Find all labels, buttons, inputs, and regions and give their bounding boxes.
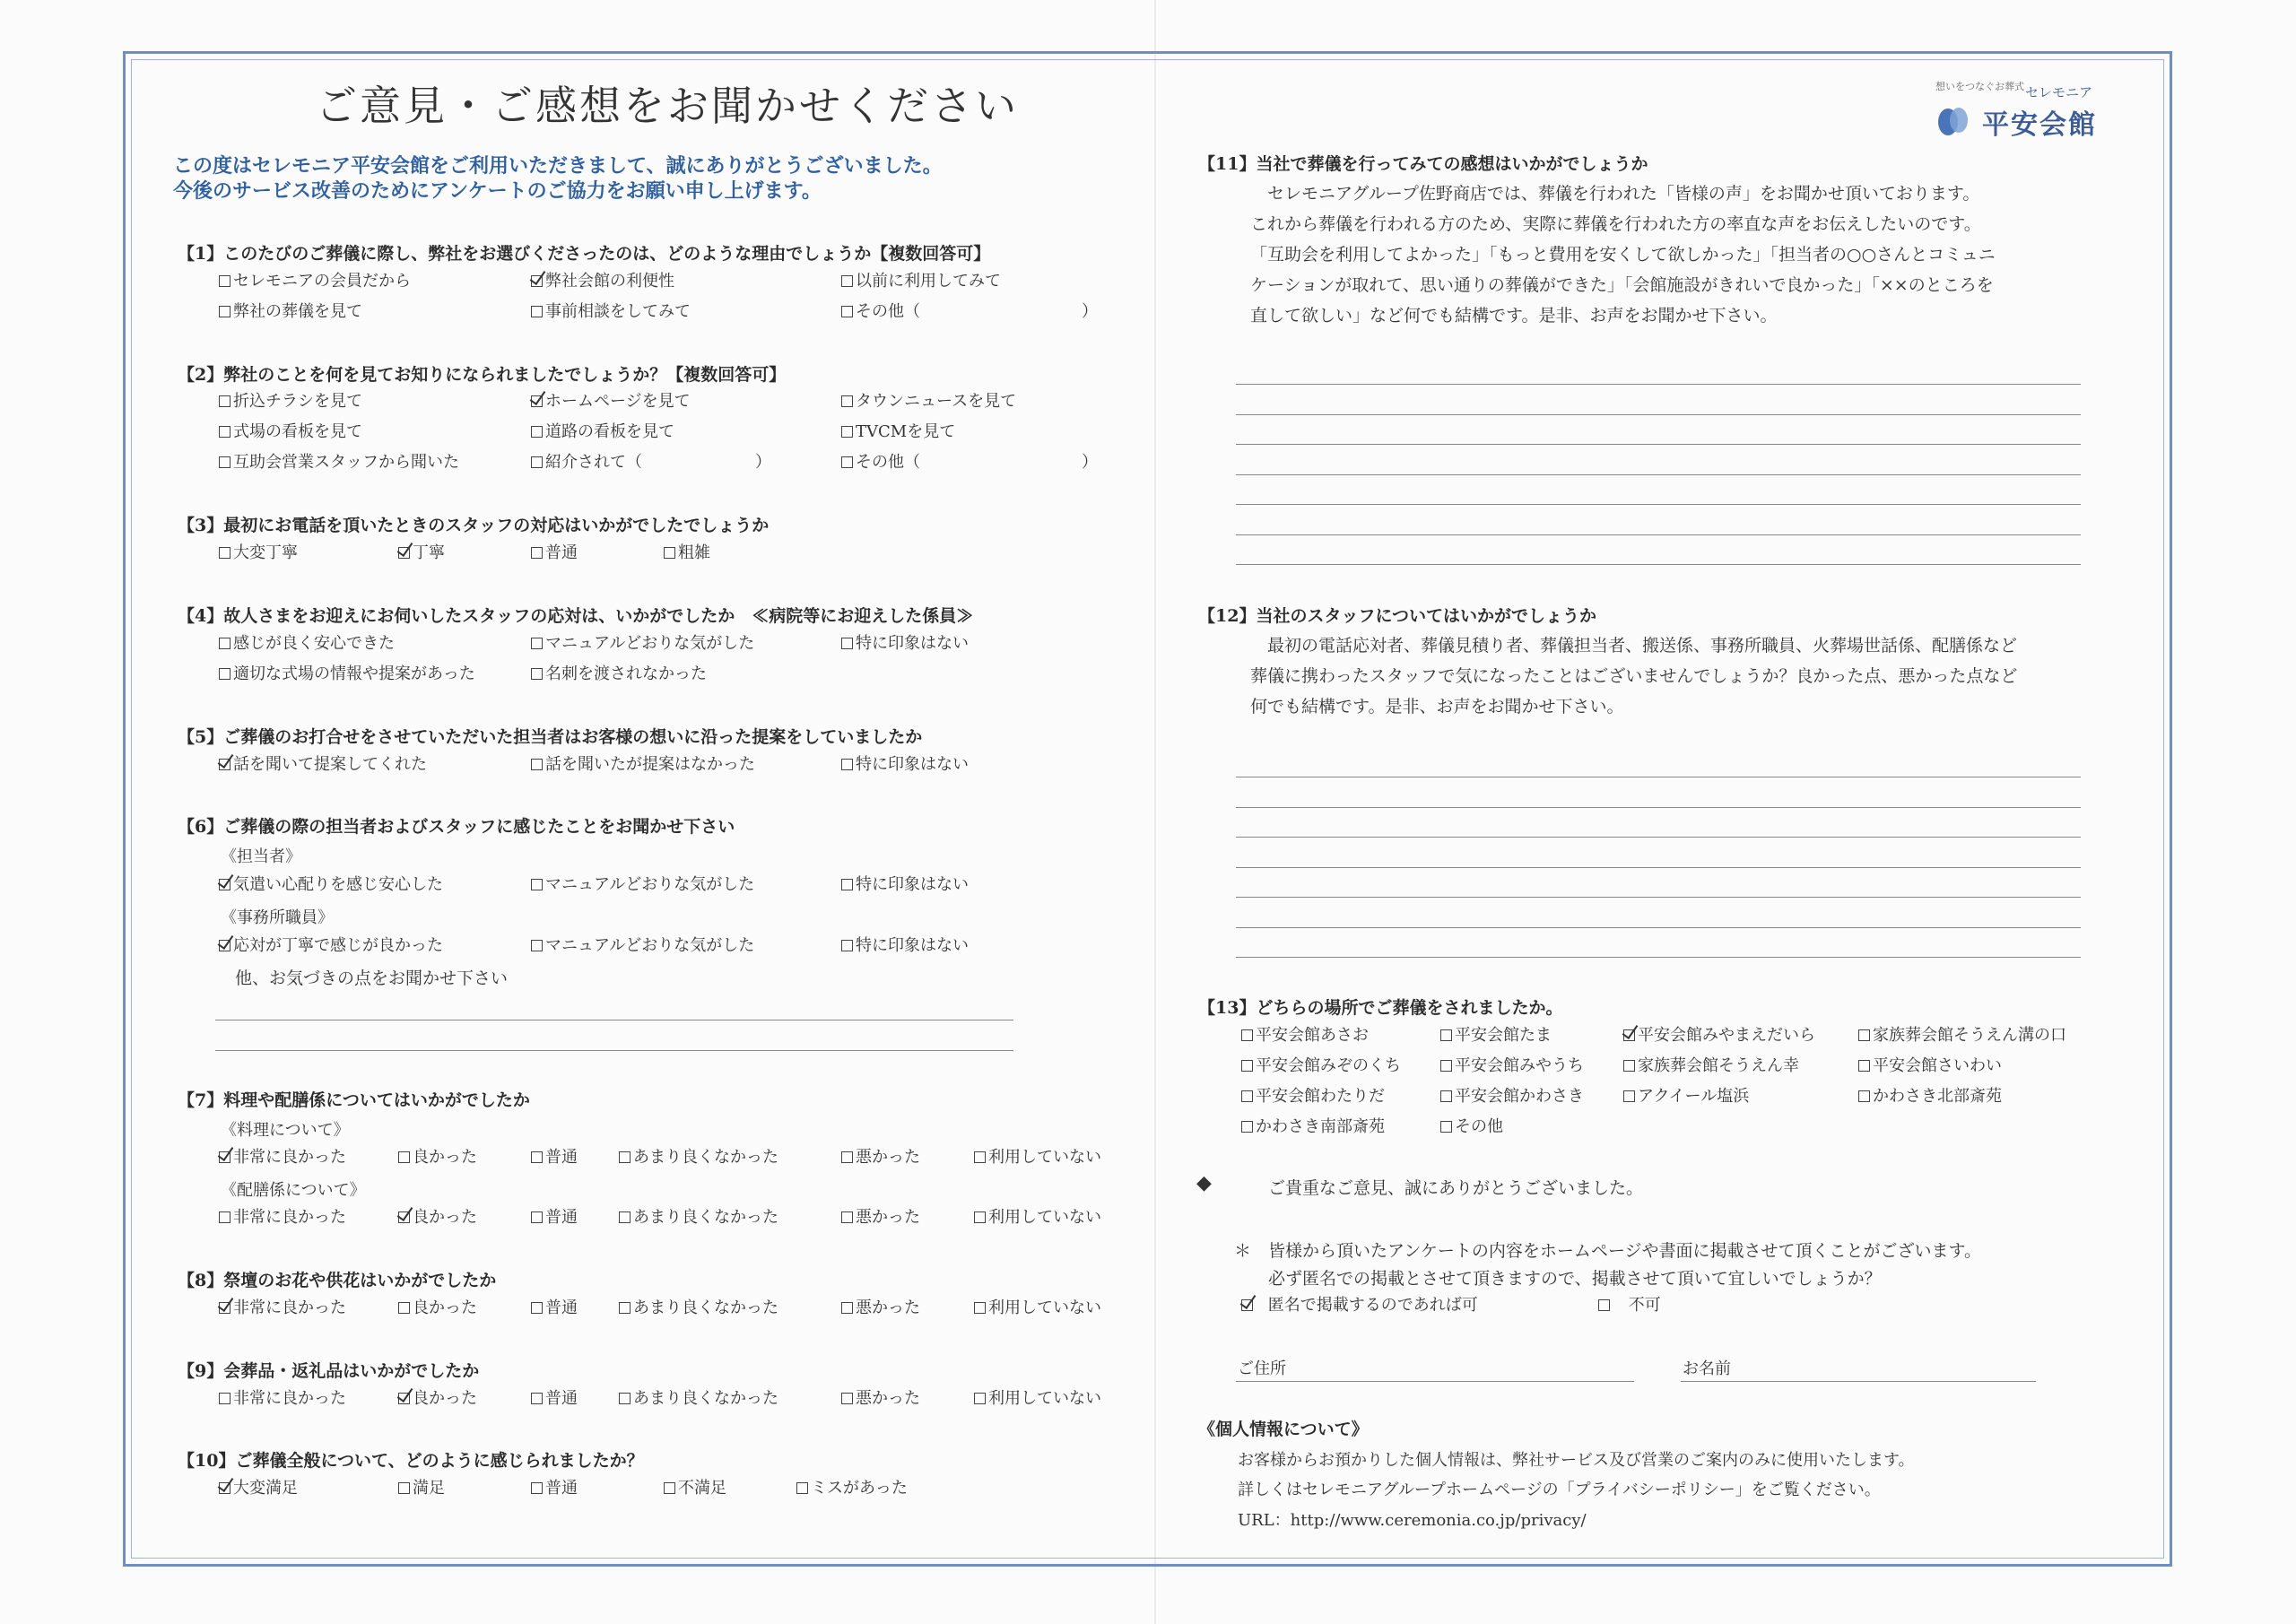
checkbox[interactable]	[619, 1211, 631, 1223]
checkbox[interactable]	[841, 940, 853, 951]
option-item[interactable]	[531, 754, 755, 776]
option-label: 特に印象はない	[856, 755, 969, 774]
option-label: 平安会館かわさき	[1455, 1087, 1584, 1106]
question-10: 【10】ご葬儀全般について、どのように感じられましたか？	[178, 1451, 644, 1471]
option-label: 折込チラシを見て	[233, 392, 362, 411]
checkbox[interactable]	[531, 275, 543, 287]
checkbox[interactable]	[841, 426, 853, 438]
checkbox[interactable]	[219, 1482, 230, 1494]
checkbox[interactable]	[531, 1151, 543, 1163]
option-item[interactable]	[974, 1388, 1101, 1410]
question-13: 【13】どちらの場所でご葬儀をされましたか。	[1198, 998, 1563, 1018]
option-label: 利用していない	[988, 1389, 1101, 1408]
logo-tagline: 想いをつなぐお葬式	[1935, 81, 2024, 92]
option-item[interactable]	[1241, 1116, 1385, 1138]
option-item[interactable]	[974, 1207, 1101, 1229]
option-label: アクイール塩浜	[1638, 1087, 1750, 1106]
page-title: ご意見・ご感想をお聞かせください	[316, 82, 1019, 130]
answer-line[interactable]	[1236, 897, 2081, 898]
option-item[interactable]	[398, 1207, 477, 1229]
option-item[interactable]	[1440, 1025, 1552, 1046]
checkbox[interactable]	[398, 547, 410, 559]
option-label: マニュアルどおりな気がした	[545, 936, 755, 955]
option-item[interactable]	[219, 1207, 346, 1229]
option-item[interactable]	[531, 271, 674, 292]
option-label: 利用していない	[988, 1148, 1101, 1167]
option-label: 悪かった	[856, 1298, 920, 1317]
option-label: 利用していない	[988, 1298, 1101, 1317]
checkbox[interactable]	[398, 1393, 410, 1404]
option-label: 特に印象はない	[856, 875, 969, 894]
option-item[interactable]	[219, 633, 395, 655]
option-label: 非常に良かった	[233, 1208, 346, 1227]
consent-yes-label: 匿名で掲載するのであれば可	[1267, 1296, 1478, 1315]
question-7: 【7】料理や配膳係についてはいかがでしたか	[178, 1090, 530, 1110]
option-item[interactable]	[398, 1388, 477, 1410]
checkbox[interactable]	[974, 1393, 986, 1404]
checkbox[interactable]	[1858, 1090, 1870, 1102]
option-label: 特に印象はない	[856, 634, 969, 653]
option-label: タウンニュースを見て	[856, 392, 1017, 411]
answer-line[interactable]	[1236, 867, 2081, 868]
option-item[interactable]	[531, 1147, 578, 1168]
checkbox[interactable]	[398, 1302, 410, 1314]
option-item[interactable]	[841, 754, 969, 776]
option-item[interactable]	[1623, 1055, 1799, 1077]
checkbox[interactable]	[531, 547, 543, 559]
checkbox[interactable]	[219, 940, 230, 951]
option-label: 非常に良かった	[233, 1148, 346, 1167]
option-item[interactable]	[219, 664, 475, 685]
option-label: 平安会館みやうち	[1455, 1056, 1584, 1075]
checkbox[interactable]	[398, 1211, 410, 1223]
option-item[interactable]	[1241, 1055, 1401, 1077]
option-label: 平安会館みぞのくち	[1256, 1056, 1401, 1075]
privacy-line-1: お客様からお預かりした個人情報は、弊社サービス及び営業のご案内のみに使用いたします。	[1238, 1451, 1915, 1470]
option-label: あまり良くなかった	[633, 1298, 778, 1317]
option-item[interactable]	[619, 1207, 778, 1229]
checkbox[interactable]	[531, 306, 543, 317]
option-label: 平安会館たま	[1455, 1026, 1552, 1045]
answer-line[interactable]	[1236, 414, 2081, 415]
option-item[interactable]	[841, 1207, 920, 1229]
checkbox[interactable]	[398, 1482, 410, 1494]
checkbox[interactable]	[1440, 1121, 1452, 1133]
question-2: 【2】弊社のことを何を見てお知りになられましたでしょうか？【複数回答可】	[178, 365, 787, 385]
checkbox[interactable]	[841, 1151, 853, 1163]
checkbox[interactable]	[531, 759, 543, 770]
checkbox[interactable]	[219, 668, 230, 680]
option-item[interactable]	[1858, 1055, 2002, 1077]
logo-name: 平安会館	[1982, 109, 2097, 141]
intro-line-2: 今後のサービス改善のためにアンケートのご協力をお願い申し上げます。	[173, 180, 822, 203]
option-item[interactable]	[841, 874, 969, 896]
option-item[interactable]	[398, 1298, 477, 1319]
consent-yes-option[interactable]	[1241, 1295, 1478, 1316]
option-item[interactable]	[531, 1478, 578, 1499]
option-label: 利用していない	[988, 1208, 1101, 1227]
option-item[interactable]	[841, 452, 1098, 473]
option-label: 普通	[545, 1389, 578, 1408]
option-item[interactable]	[219, 1147, 346, 1168]
option-item[interactable]	[841, 633, 969, 655]
checkbox[interactable]	[531, 426, 543, 438]
answer-line[interactable]	[1236, 444, 2081, 445]
option-label: TVCMを見て	[856, 422, 956, 441]
option-item[interactable]	[1623, 1025, 1815, 1046]
checkbox[interactable]	[664, 547, 675, 559]
option-item[interactable]	[398, 1478, 445, 1499]
question-11: 【11】当社で葬儀を行ってみての感想はいかがでしょうか	[1198, 154, 1648, 174]
option-item[interactable]	[219, 1298, 346, 1319]
checkbox[interactable]	[796, 1482, 808, 1494]
question-6: 【6】ご葬儀の際の担当者およびスタッフに感じたことをお聞かせ下さい	[178, 817, 735, 837]
option-label: 良かった	[413, 1298, 477, 1317]
option-item[interactable]	[531, 452, 771, 473]
checkbox[interactable]	[219, 638, 230, 649]
option-item[interactable]	[219, 754, 427, 776]
question-12: 【12】当社のスタッフについてはいかがでしょうか	[1198, 606, 1597, 626]
checkbox[interactable]	[841, 1393, 853, 1404]
option-label: あまり良くなかった	[633, 1389, 778, 1408]
question-1: 【1】このたびのご葬儀に際し、弊社をお選びくださったのは、どのような理由でしょうか【複数回答可】	[178, 244, 991, 264]
option-label: 紹介されて（ ）	[545, 453, 771, 472]
q7-sub-serving: 《配膳係について》	[221, 1181, 366, 1200]
option-label: 事前相談をしてみて	[545, 302, 691, 321]
answer-line[interactable]	[1236, 807, 2081, 808]
checkbox[interactable]	[531, 668, 543, 680]
option-item[interactable]	[219, 1388, 346, 1410]
question-8: 【8】祭壇のお花や供花はいかがでしたか	[178, 1271, 497, 1290]
checkbox[interactable]	[531, 879, 543, 890]
option-label: 不満足	[678, 1479, 726, 1498]
checkbox[interactable]	[219, 1393, 230, 1404]
address-field[interactable]	[1236, 1381, 1634, 1382]
option-label: 良かった	[413, 1208, 477, 1227]
option-label: 特に印象はない	[856, 936, 969, 955]
checkbox[interactable]	[219, 426, 230, 438]
publish-note-2: 必ず匿名での掲載とさせて頂きますので、掲載させて頂いて宜しいでしょうか？	[1268, 1269, 1882, 1289]
option-item[interactable]	[1858, 1025, 2066, 1046]
consent-yes-checkbox[interactable]	[1241, 1299, 1253, 1311]
checkbox[interactable]	[841, 638, 853, 649]
option-label: 大変丁寧	[233, 543, 298, 562]
checkbox[interactable]	[531, 1482, 543, 1494]
option-label: 名刺を渡されなかった	[545, 664, 707, 683]
option-label: 感じが良く安心できた	[233, 634, 395, 653]
option-item[interactable]	[531, 391, 691, 413]
option-item[interactable]	[1440, 1055, 1584, 1077]
answer-line[interactable]	[1236, 957, 2081, 958]
checkbox[interactable]	[1858, 1029, 1870, 1041]
checkbox[interactable]	[841, 879, 853, 890]
option-label: 弊社の葬儀を見て	[233, 302, 362, 321]
option-label: ホームページを見て	[545, 392, 691, 411]
question-5: 【5】ご葬儀のお打合せをさせていただいた担当者はお客様の想いに沿った提案をしていましたか	[178, 727, 923, 747]
checkbox[interactable]	[1623, 1090, 1635, 1102]
checkbox[interactable]	[841, 1302, 853, 1314]
body-line: ケーションが取れて、思い通りの葬儀ができた」「会館施設がきれいで良かった」「××のところを	[1250, 275, 1994, 295]
answer-line[interactable]	[1236, 474, 2081, 475]
checkbox[interactable]	[219, 1211, 230, 1223]
option-item[interactable]	[219, 874, 443, 896]
answer-line[interactable]	[1236, 837, 2081, 838]
checkbox[interactable]	[219, 547, 230, 559]
option-label: 良かった	[413, 1389, 477, 1408]
option-item[interactable]	[841, 301, 1098, 323]
option-item[interactable]	[1440, 1116, 1503, 1138]
option-item[interactable]	[796, 1478, 908, 1499]
checkbox[interactable]	[841, 759, 853, 770]
body-line: 直して欲しい」など何でも結構です。是非、お声をお聞かせ下さい。	[1250, 306, 1778, 326]
body-line: これから葬儀を行われる方のため、実際に葬儀を行われた方の率直な声をお伝えしたいのです。	[1250, 214, 1981, 234]
checkbox[interactable]	[398, 1151, 410, 1163]
checkbox[interactable]	[219, 759, 230, 770]
option-item[interactable]	[841, 1298, 920, 1319]
option-item[interactable]	[531, 301, 691, 323]
answer-line[interactable]	[1236, 564, 2081, 565]
thanks-text: ご貴重なご意見、誠にありがとうございました。	[1268, 1178, 1644, 1198]
option-item[interactable]	[219, 391, 362, 413]
option-label: 非常に良かった	[233, 1298, 346, 1317]
diamond-bullet: ◆	[1196, 1172, 1212, 1194]
checkbox[interactable]	[1440, 1029, 1452, 1041]
name-field[interactable]	[1681, 1381, 2036, 1382]
checkbox[interactable]	[531, 456, 543, 468]
option-item[interactable]	[1858, 1086, 2002, 1107]
option-label: その他	[1455, 1117, 1503, 1136]
option-label: マニュアルどおりな気がした	[545, 875, 755, 894]
option-item[interactable]	[1440, 1086, 1584, 1107]
option-label: セレモニアの会員だから	[233, 272, 411, 291]
q6-sub-office: 《事務所職員》	[221, 908, 334, 927]
checkbox[interactable]	[219, 395, 230, 407]
checkbox[interactable]	[1623, 1060, 1635, 1072]
checkbox[interactable]	[841, 1211, 853, 1223]
option-label: 応対が丁寧で感じが良かった	[233, 936, 443, 955]
logo-brand: セレモニア	[2025, 84, 2093, 100]
body-line: 葬儀に携わったスタッフで気になったことはございませんでしょうか？良かった点、悪かった点など	[1250, 666, 2018, 686]
option-label: 悪かった	[856, 1208, 920, 1227]
checkbox[interactable]	[531, 1393, 543, 1404]
checkbox[interactable]	[1440, 1060, 1452, 1072]
option-label: 気遣い心配りを感じ安心した	[233, 875, 443, 894]
checkbox[interactable]	[531, 395, 543, 407]
option-label: 平安会館みやまえだいら	[1638, 1026, 1815, 1045]
option-item[interactable]	[531, 1388, 578, 1410]
option-item[interactable]	[531, 1298, 578, 1319]
privacy-url[interactable]: URL：http://www.ceremonia.co.jp/privacy/	[1238, 1511, 1587, 1530]
option-label: 普通	[545, 1208, 578, 1227]
option-label: 悪かった	[856, 1148, 920, 1167]
q6-sub-staff: 《担当者》	[221, 847, 301, 866]
checkbox[interactable]	[1623, 1029, 1635, 1041]
checkbox[interactable]	[219, 306, 230, 317]
checkbox[interactable]	[841, 306, 853, 317]
option-label: かわさき南部斎苑	[1256, 1117, 1385, 1136]
consent-no-checkbox[interactable]	[1598, 1299, 1610, 1311]
option-item[interactable]	[974, 1298, 1101, 1319]
option-label: 非常に良かった	[233, 1389, 346, 1408]
option-label: 丁寧	[413, 543, 445, 562]
option-label: 悪かった	[856, 1389, 920, 1408]
option-label: 粗雑	[678, 543, 710, 562]
option-item[interactable]	[219, 543, 298, 564]
option-item[interactable]	[1241, 1025, 1369, 1046]
checkbox[interactable]	[1440, 1090, 1452, 1102]
option-item[interactable]	[664, 543, 710, 564]
option-label: かわさき北部斎苑	[1873, 1087, 2002, 1106]
body-line: セレモニアグループ佐野商店では、葬儀を行われた「皆様の声」をお聞かせ頂いております。	[1250, 184, 1980, 204]
option-item[interactable]	[398, 1147, 477, 1168]
checkbox[interactable]	[974, 1211, 986, 1223]
option-item[interactable]	[219, 421, 362, 443]
checkbox[interactable]	[841, 275, 853, 287]
option-item[interactable]	[531, 633, 754, 655]
option-item[interactable]	[398, 543, 445, 564]
intro-line-1: この度はセレモニア平安会館をご利用いただきまして、誠にありがとうございました。	[173, 155, 943, 178]
option-item[interactable]	[841, 1388, 920, 1410]
option-item[interactable]	[841, 1147, 920, 1168]
option-item[interactable]	[531, 421, 674, 443]
option-item[interactable]	[619, 1388, 778, 1410]
option-label: 家族葬会館そうえん溝の口	[1873, 1026, 2066, 1045]
option-item[interactable]	[619, 1147, 778, 1168]
publish-note-1: ＊ 皆様から頂いたアンケートの内容をホームページや書面に掲載させて頂くことがございます。	[1234, 1241, 1981, 1261]
name-label: お名前	[1683, 1359, 1731, 1378]
checkbox[interactable]	[219, 1302, 230, 1314]
option-label: あまり良くなかった	[633, 1208, 778, 1227]
checkbox[interactable]	[974, 1302, 986, 1314]
option-label: 平安会館さいわい	[1873, 1056, 2002, 1075]
option-item[interactable]	[531, 874, 754, 896]
option-label: 普通	[545, 1298, 578, 1317]
checkbox[interactable]	[619, 1302, 631, 1314]
option-item[interactable]	[1241, 1086, 1385, 1107]
option-label: 家族葬会館そうえん幸	[1638, 1056, 1799, 1075]
option-label: 互助会営業スタッフから聞いた	[233, 453, 459, 472]
option-label: その他（ ）	[856, 453, 1098, 472]
checkbox[interactable]	[1241, 1090, 1253, 1102]
privacy-line-2: 詳しくはセレモニアグループホームページの「プライバシーポリシー」をご覧ください。	[1238, 1481, 1881, 1499]
checkbox[interactable]	[841, 395, 853, 407]
option-item[interactable]	[531, 664, 707, 685]
checkbox[interactable]	[219, 879, 230, 890]
option-label: 満足	[413, 1479, 445, 1498]
option-item[interactable]	[1623, 1086, 1749, 1107]
option-label: 話を聞いて提案してくれた	[233, 755, 427, 774]
option-label: 適切な式場の情報や提案があった	[233, 664, 475, 683]
option-item[interactable]	[531, 543, 578, 564]
checkbox[interactable]	[841, 456, 853, 468]
option-item[interactable]	[841, 935, 969, 957]
question-9: 【9】会葬品・返礼品はいかがでしたか	[178, 1361, 480, 1381]
consent-no-option[interactable]	[1598, 1295, 1661, 1316]
q7-sub-food: 《料理について》	[221, 1121, 350, 1140]
checkbox[interactable]	[1241, 1060, 1253, 1072]
option-item[interactable]	[841, 391, 1016, 413]
option-item[interactable]	[974, 1147, 1101, 1168]
option-item[interactable]	[619, 1298, 778, 1319]
option-label: 以前に利用してみて	[856, 272, 1001, 291]
consent-no-label: 不可	[1628, 1296, 1661, 1315]
option-label: 普通	[545, 1479, 578, 1498]
option-item[interactable]	[219, 1478, 298, 1499]
option-label: 平安会館わたりだ	[1256, 1087, 1385, 1106]
answer-line[interactable]	[1236, 504, 2081, 505]
checkbox[interactable]	[219, 275, 230, 287]
q6-other-prompt: 他、お気づきの点をお聞かせ下さい	[235, 968, 509, 988]
option-label: 普通	[545, 1148, 578, 1167]
checkbox[interactable]	[531, 1302, 543, 1314]
checkbox[interactable]	[619, 1393, 631, 1404]
question-3: 【3】最初にお電話を頂いたときのスタッフの対応はいかがでしたでしょうか	[178, 516, 770, 535]
option-label: その他（ ）	[856, 302, 1098, 321]
option-item[interactable]	[841, 271, 1001, 292]
option-label: 話を聞いたが提案はなかった	[545, 755, 755, 774]
checkbox[interactable]	[531, 638, 543, 649]
question-4: 【4】故人さまをお迎えにお伺いしたスタッフの応対は、いかがでしたか ≪病院等にお迎えした係員≫	[178, 606, 974, 626]
body-line: 最初の電話応対者、葬儀見積り者、葬儀担当者、搬送係、事務所職員、火葬場世話係、配膳係など	[1250, 636, 2018, 656]
checkbox[interactable]	[1241, 1029, 1253, 1041]
heian-logo-icon	[1935, 102, 1971, 138]
privacy-title: 《個人情報について》	[1198, 1420, 1369, 1439]
option-item[interactable]	[219, 301, 362, 323]
body-line: 「互助会を利用してよかった」「もっと費用を安くして欲しかった」「担当者の○○さんとコミュニ	[1250, 245, 1996, 265]
option-label: 大変満足	[233, 1479, 298, 1498]
option-item[interactable]	[531, 1207, 578, 1229]
checkbox[interactable]	[1241, 1121, 1253, 1133]
option-label: 道路の看板を見て	[545, 422, 674, 441]
answer-line[interactable]	[1236, 927, 2081, 928]
option-item[interactable]	[219, 271, 411, 292]
company-logo	[1935, 79, 2115, 142]
option-label: 弊社会館の利便性	[545, 272, 674, 291]
option-item[interactable]	[219, 935, 443, 957]
option-label: ミスがあった	[811, 1479, 908, 1498]
checkbox[interactable]	[219, 456, 230, 468]
body-line: 何でも結構です。是非、お声をお聞かせ下さい。	[1250, 697, 1624, 716]
checkbox[interactable]	[974, 1151, 986, 1163]
option-item[interactable]	[664, 1478, 726, 1499]
checkbox[interactable]	[219, 1151, 230, 1163]
option-label: 普通	[545, 543, 578, 562]
option-label: マニュアルどおりな気がした	[545, 634, 755, 653]
answer-line[interactable]	[1236, 384, 2081, 385]
q6-answer-line-2[interactable]	[215, 1050, 1013, 1051]
option-item[interactable]	[219, 452, 459, 473]
option-label: 平安会館あさお	[1256, 1026, 1369, 1045]
option-label: 式場の看板を見て	[233, 422, 362, 441]
option-label: 良かった	[413, 1148, 477, 1167]
checkbox[interactable]	[1858, 1060, 1870, 1072]
address-label: ご住所	[1238, 1359, 1286, 1378]
checkbox[interactable]	[664, 1482, 675, 1494]
checkbox[interactable]	[531, 1211, 543, 1223]
checkbox[interactable]	[619, 1151, 631, 1163]
option-item[interactable]	[841, 421, 955, 443]
answer-line[interactable]	[1236, 534, 2081, 535]
option-label: あまり良くなかった	[633, 1148, 778, 1167]
option-item[interactable]	[531, 935, 754, 957]
checkbox[interactable]	[531, 940, 543, 951]
